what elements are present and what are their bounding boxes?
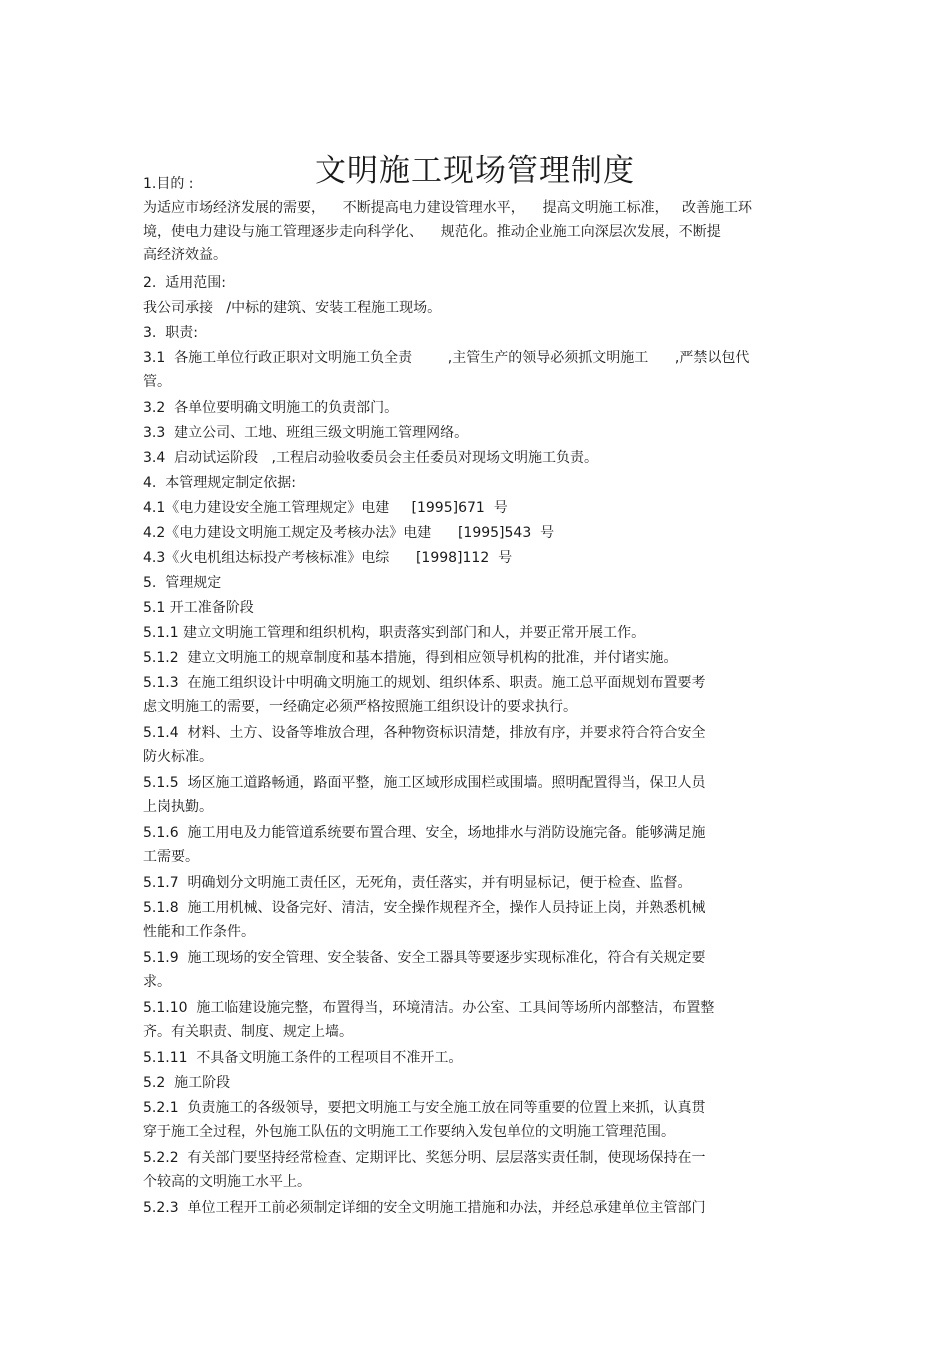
text-line: 5.1.7 明确划分文明施工责任区，无死角，责任落实，并有明显标记，便于检查、监督。 [143,875,692,891]
text-line: 个较高的文明施工水平上。 [143,1173,311,1190]
text-line: 我公司承接 /中标的建筑、安装工程施工现场。 [143,300,442,316]
text-line: 上岗执勤。 [143,798,213,815]
text-line: 性能和工作条件。 [143,923,255,940]
paragraph [143,872,813,896]
paragraph [143,173,813,197]
paragraph [143,447,813,471]
text-line: 境，使电力建设与施工管理逐步走向科学化、 规范化。推动企业施工向深层次发展，不断提 [143,223,721,240]
text-line: 3.3 建立公司、工地、班组三级文明施工管理网络。 [143,425,469,441]
text-line: 3.4 启动试运阶段 ,工程启动验收委员会主任委员对现场文明施工负责。 [143,450,598,466]
paragraph [143,422,813,446]
text-line: 高经济效益。 [143,247,227,263]
text-line: 5.1.11 不具备文明施工条件的工程项目不准开工。 [143,1050,463,1066]
paragraph [143,1147,813,1194]
text-line: 5.2.3 单位工程开工前必须制定详细的安全文明施工措施和办法，并经总承建单位主管部门 [143,1200,706,1216]
text-line: 3.1 各施工单位行政正职对文明施工负全责 ,主管生产的领导必须抓文明施工 ,严禁以包代 [143,350,750,366]
text-line: 5.1.8 施工用机械、设备完好、清洁，安全操作规程齐全，操作人员持证上岗，并熟悉机械 [143,900,706,916]
paragraph [143,322,813,346]
paragraph [143,197,813,268]
paragraph [143,1072,813,1096]
text-line: 5.2.1 负责施工的各级领导，要把文明施工与安全施工放在同等重要的位置上来抓，认真贯 [143,1100,706,1116]
text-line: 5.1.4 材料、土方、设备等堆放合理，各种物资标识清楚，排放有序，并要求符合符合安全 [143,725,706,741]
paragraph [143,722,813,769]
document-title: 文明施工现场管理制度 [315,152,635,189]
text-line: 求。 [143,973,171,990]
text-line: 虑文明施工的需要，一经确定必须严格按照施工组织设计的要求执行。 [143,698,577,715]
text-line: 5.1.9 施工现场的安全管理、安全装备、安全工器具等要逐步实现标准化，符合有关规定要 [143,950,706,966]
text-line: 1.目的 : [143,176,194,192]
text-line: 穿于施工全过程，外包施工队伍的文明施工工作要纳入发包单位的文明施工管理范围。 [143,1123,675,1140]
text-line: 4. 本管理规定制定依据: [143,475,296,491]
paragraph [143,522,813,546]
text-line: 5.1 开工准备阶段 [143,600,254,616]
text-line: 防火标准。 [143,748,213,765]
paragraph [143,947,813,994]
text-line: 为适应市场经济发展的需要， 不断提高电力建设管理水平， 提高文明施工标准， 改善施工环 [143,200,752,216]
paragraph [143,822,813,869]
text-line: 4.1《电力建设安全施工管理规定》电建 [1995]671 号 [143,500,508,516]
paragraph [143,1097,813,1144]
paragraph [143,672,813,719]
text-line: 5.2 施工阶段 [143,1075,231,1091]
text-line: 齐。有关职责、制度、规定上墙。 [143,1023,353,1040]
paragraph [143,1047,813,1071]
paragraph [143,497,813,521]
paragraph [143,1197,813,1221]
text-line: 5.2.2 有关部门要坚持经常检查、定期评比、奖惩分明、层层落实责任制，使现场保持在一 [143,1150,706,1166]
text-line: 2. 适用范围: [143,275,226,291]
text-line: 5. 管理规定 [143,575,222,591]
text-line: 3. 职责: [143,325,198,341]
text-line: 5.1.6 施工用电及力能管道系统要布置合理、安全，场地排水与消防设施完备。能够满足施 [143,825,706,841]
paragraph [143,572,813,596]
paragraph [143,272,813,296]
paragraph [143,347,813,394]
paragraph [143,297,813,321]
paragraph [143,647,813,671]
paragraph [143,597,813,621]
text-line: 5.1.5 场区施工道路畅通，路面平整，施工区域形成围栏或围墙。照明配置得当，保卫人员 [143,775,706,791]
text-line: 3.2 各单位要明确文明施工的负责部门。 [143,400,399,416]
text-line: 工需要。 [143,848,199,865]
text-line: 管。 [143,373,171,390]
text-line: 5.1.2 建立文明施工的规章制度和基本措施，得到相应领导机构的批准，并付诸实施。 [143,650,678,666]
text-line: 4.2《电力建设文明施工规定及考核办法》电建 [1995]543 号 [143,525,555,541]
paragraph [143,472,813,496]
paragraph [143,547,813,571]
text-line: 5.1.3 在施工组织设计中明确文明施工的规划、组织体系、职责。施工总平面规划布置要考 [143,675,706,691]
paragraph [143,897,813,944]
text-line: 5.1.1 建立文明施工管理和组织机构，职责落实到部门和人，并要正常开展工作。 [143,625,646,641]
paragraph [143,397,813,421]
paragraph [143,622,813,646]
text-line: 4.3《火电机组达标投产考核标准》电综 [1998]112 号 [143,550,513,566]
paragraph [143,997,813,1044]
text-line: 5.1.10 施工临建设施完整，布置得当，环境清洁。办公室、工具间等场所内部整洁，布置整 [143,1000,715,1016]
paragraph [143,772,813,819]
